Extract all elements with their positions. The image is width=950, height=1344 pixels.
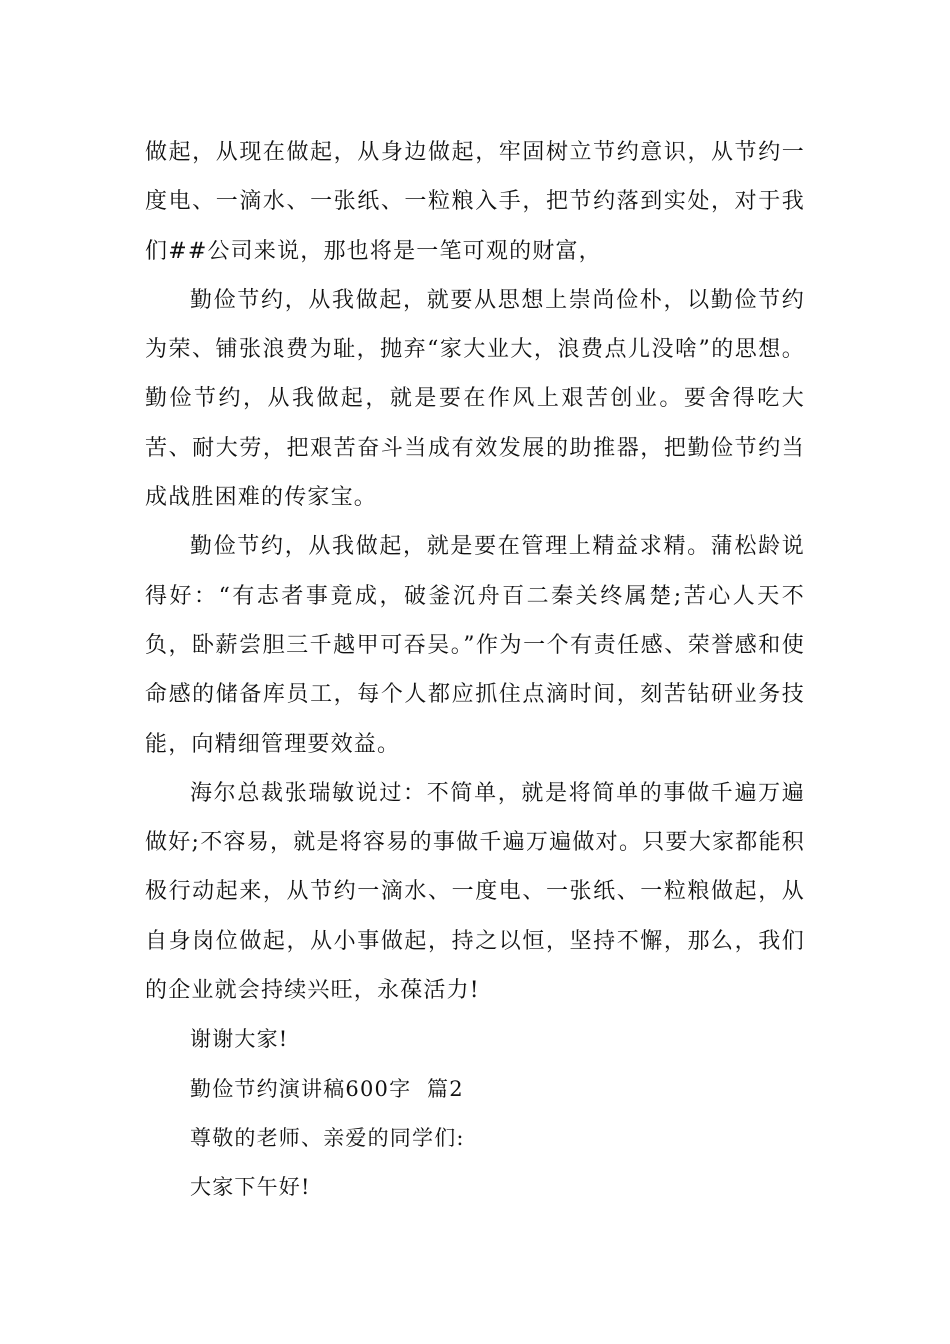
paragraph-thrift-management: 勤俭节约，从我做起，就是要在管理上精益求精。蒲松龄说得好：“有志者事竟成，破釜沉舟百二秦关终属楚;苦心人天不负，卧薪尝胆三千越甲可吞吴。”作为一个有责任感、荣誉感和使命感的储备库员工，每个人都应抓住点滴时间，刻苦钻研业务技能，向精细管理要效益。: [145, 534, 805, 757]
closing-thanks: 谢谢大家!: [190, 1027, 289, 1052]
paragraph-continuation: 做起，从现在做起，从身边做起，牢固树立节约意识，从节约一度电、一滴水、一张纸、一粒粮入手，把节约落到实处，对于我们##公司来说，那也将是一笔可观的财富，: [145, 140, 805, 264]
paragraph-haier-quote: 海尔总裁张瑞敏说过：不简单，就是将简单的事做千遍万遍做好;不容易，就是将容易的事做千遍万遍做对。只要大家都能积极行动起来，从节约一滴水、一度电、一张纸、一粒粮做起，从自身岗位做起，从小事做起，持之以恒，坚持不懈，那么，我们的企业就会持续兴旺，永葆活力!: [145, 780, 805, 1004]
section-title: 勤俭节约演讲稿600字 篇2: [190, 1076, 464, 1101]
salutation: 尊敬的老师、亲爱的同学们:: [190, 1125, 465, 1150]
paragraph-thrift-thought: 勤俭节约，从我做起，就要从思想上崇尚俭朴，以勤俭节约为荣、铺张浪费为耻，抛弃“家大业大，浪费点儿没啥”的思想。勤俭节约，从我做起，就是要在作风上艰苦创业。要舍得吃大苦、耐大劳，把艰苦奋斗当成有效发展的助推器，把勤俭节约当成战胜困难的传家宝。: [145, 287, 805, 511]
document-body: [145, 128, 805, 1213]
greeting: 大家下午好!: [190, 1175, 311, 1200]
